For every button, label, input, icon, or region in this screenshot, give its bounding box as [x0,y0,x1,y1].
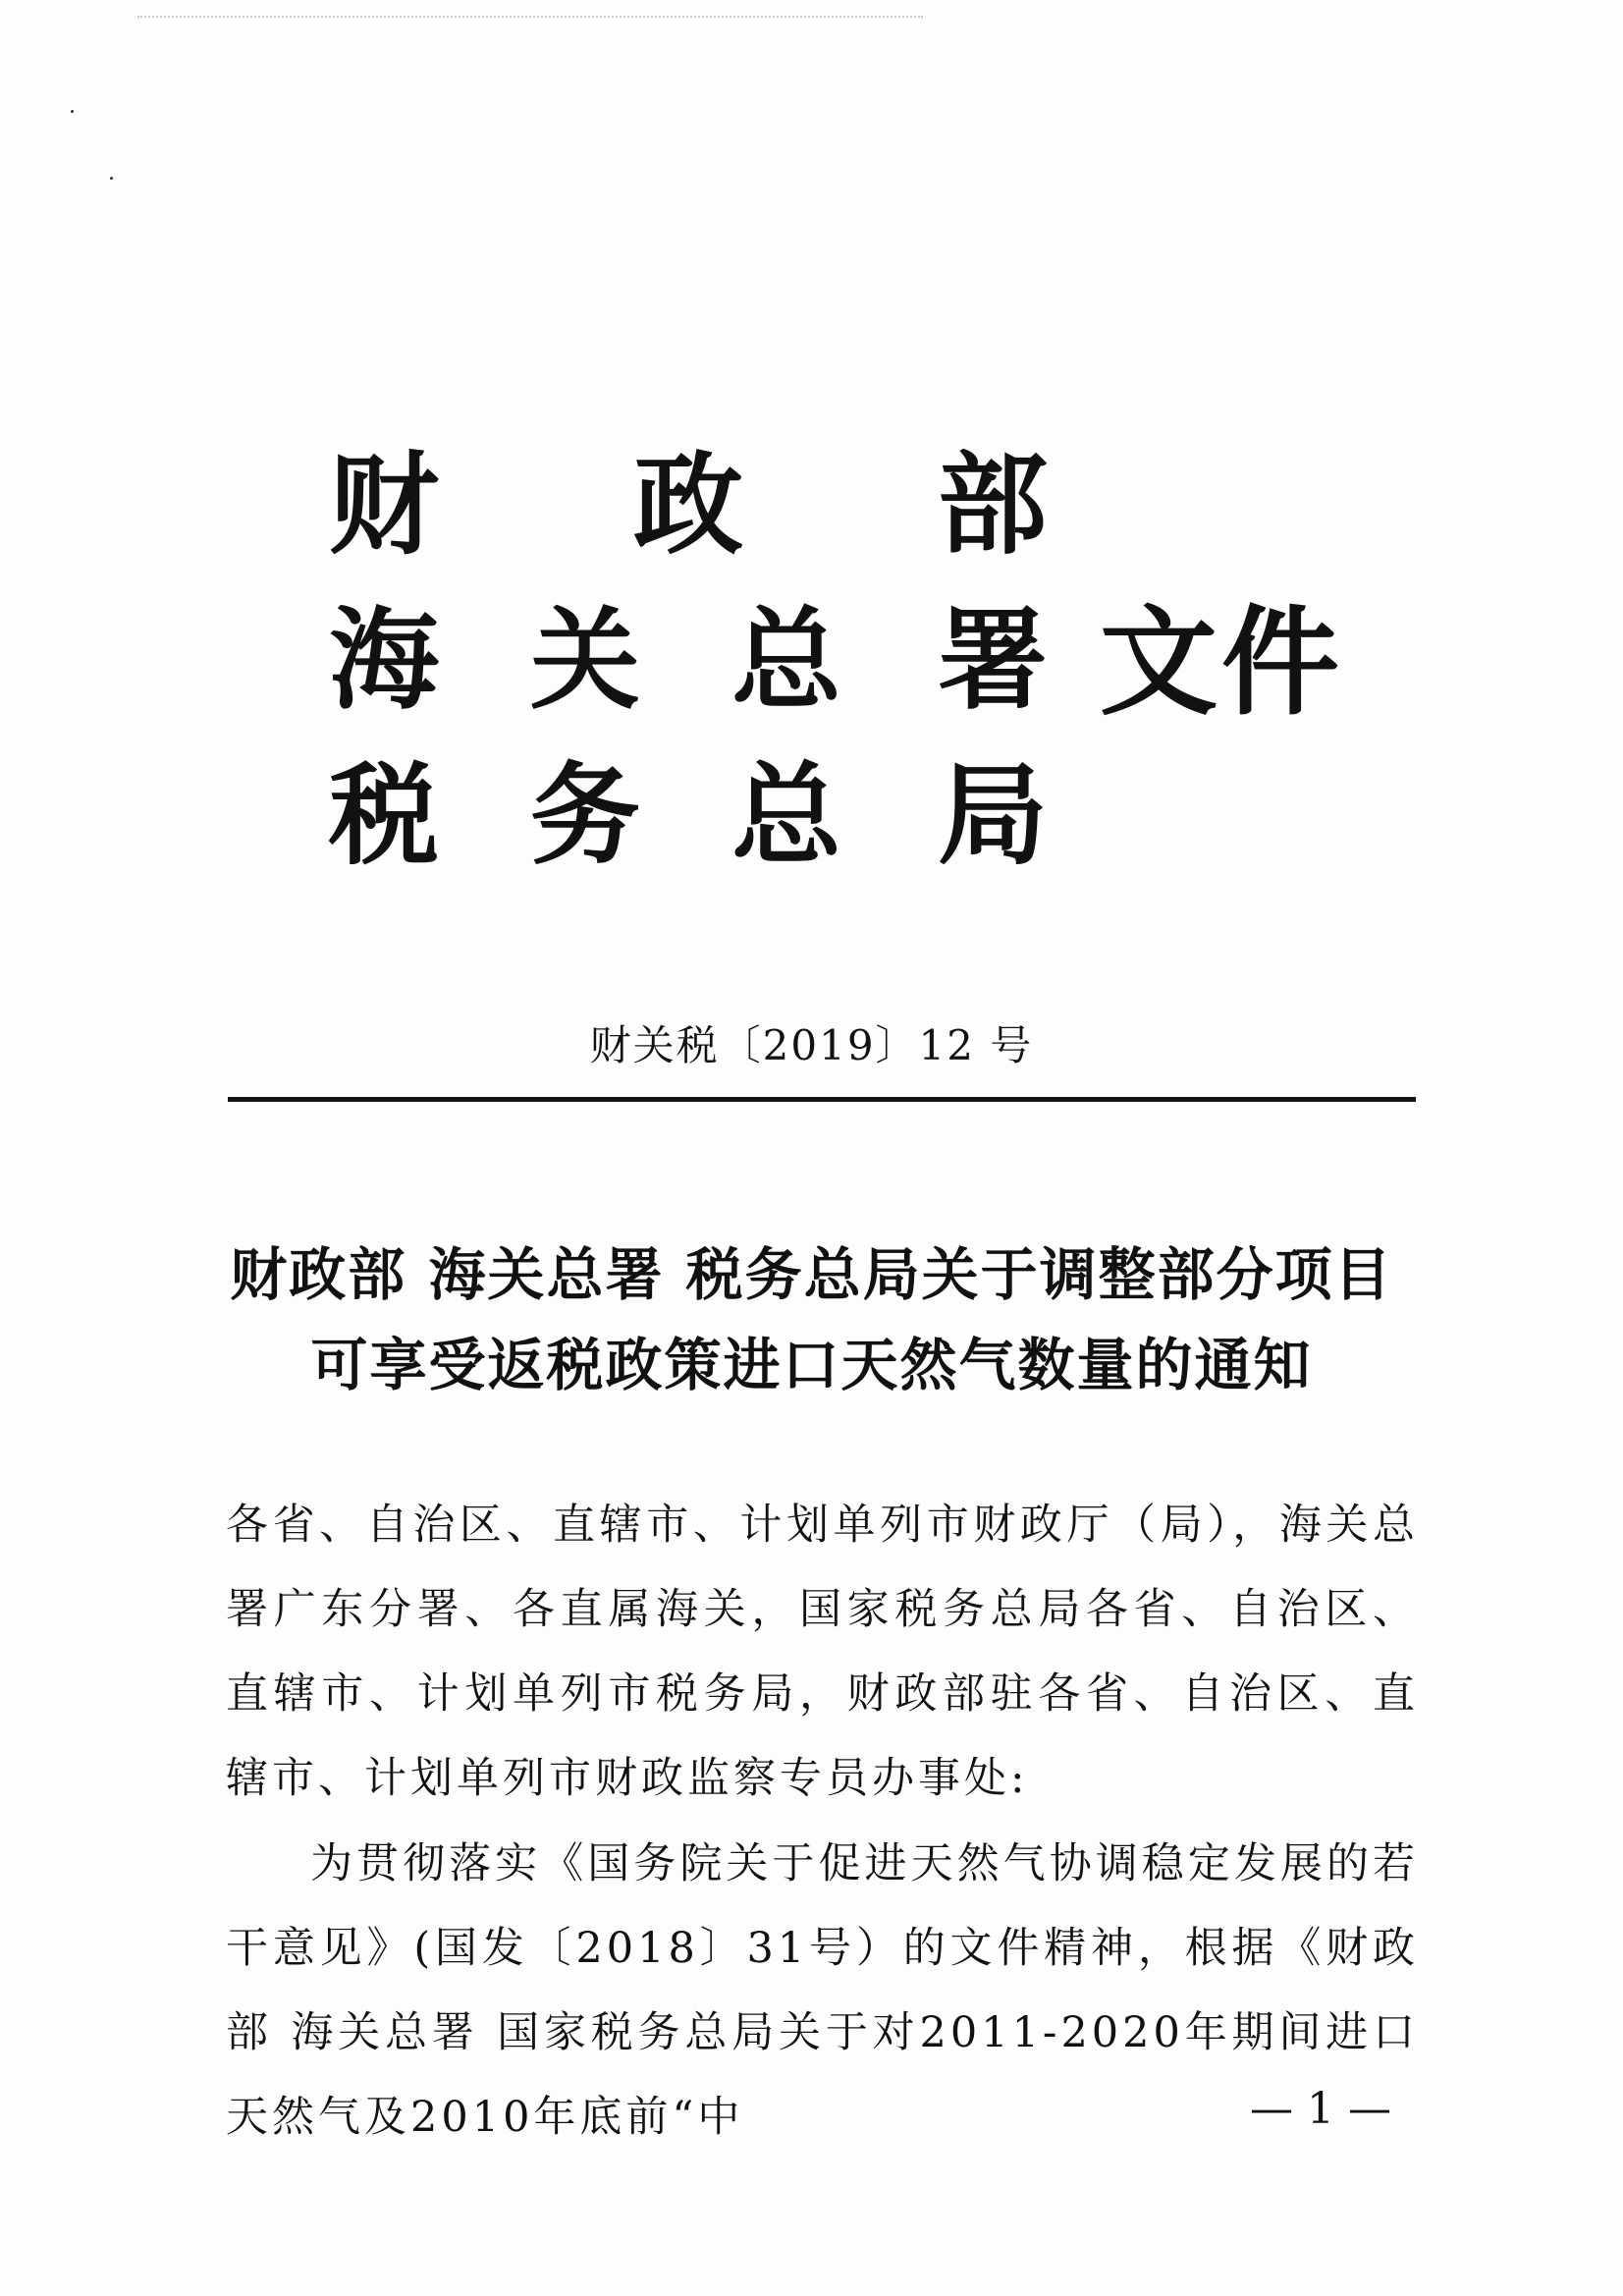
issuer-char: 务 [530,751,640,880]
page-number: — 1 — [1250,2084,1391,2134]
issuer-header [329,432,1409,894]
issuer-char: 署 [938,596,1048,725]
issuer-char: 海 [329,596,439,725]
issuer-char: 局 [938,751,1048,880]
document-type-label: 文件 [1100,593,1343,732]
scan-specks [137,16,923,22]
document-title-line1: 财政部 海关总署 税务总局关于调整部分项目 [230,1241,1393,1308]
issuer-char: 税 [329,751,439,880]
issuer-char: 总 [731,596,841,725]
body-paragraph: 为贯彻落实《国务院关于促进天然气协调稳定发展的若干意见》(国发〔2018〕31号）的文件精神，根据《财政部 海关总署 国家税务总局关于对2011-2020年期间进口天然气及2010年底前“中 [226,1839,1419,2142]
addressee-paragraph: 各省、自治区、直辖市、计划单列市财政厅（局），海关总署广东分署、各直属海关，国家税务总局各省、自治区、直辖市、计划单列市税务局，财政部驻各省、自治区、直辖市、计划单列市财政监察专员办事处: [226,1501,1419,1803]
issuer-char: 财 [329,441,439,570]
document-number: 财关税〔2019〕12 号 [589,1021,1034,1069]
header-divider [228,1097,1416,1102]
issuer-char: 关 [530,596,640,725]
scan-speck [110,177,113,180]
scan-speck [71,110,74,113]
document-title-line2: 可享受返税政策进口天然气数量的通知 [310,1332,1313,1398]
issuer-char: 部 [938,441,1048,570]
issuer-char: 政 [633,441,743,570]
issuer-char: 总 [731,751,841,880]
